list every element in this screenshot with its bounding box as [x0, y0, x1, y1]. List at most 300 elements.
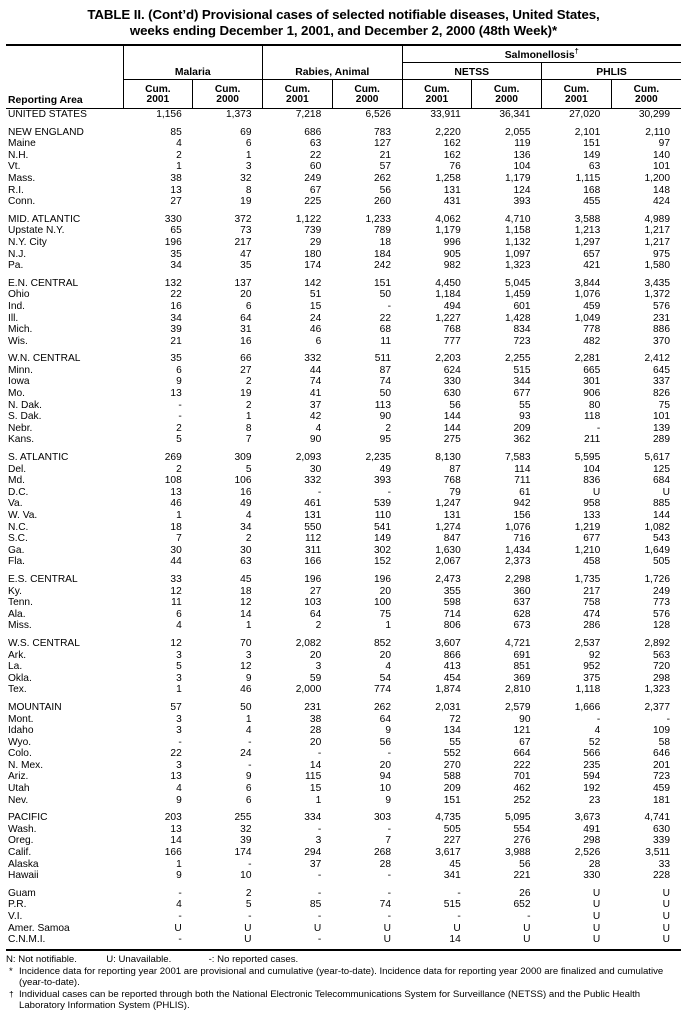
row-value-cell: 110 [374, 510, 391, 521]
row-value-cell: 1 [245, 411, 252, 423]
row-value-cell: U [313, 922, 322, 934]
table-row [6, 609, 681, 621]
header-netss-cum-2001 [402, 80, 472, 109]
row-value-cell: 1 [176, 684, 182, 696]
year-label: 2000 [355, 94, 379, 106]
footnote-asterisk-text: Incidence data for reporting year 2001 are provisional and cumulative (year-to-date). Incidence data for reporting year 2000 are finalized and cumulative (year-to-date). [19, 965, 664, 989]
row-value-cell: 55 [519, 399, 531, 411]
row-value-cell: 260 [374, 196, 391, 208]
row-value-cell: 7 [385, 835, 391, 847]
row-value-cell: 15 [309, 783, 322, 795]
row-value-cell: - [457, 887, 461, 899]
row-value-cell: 1,323 [644, 684, 670, 696]
header-reporting-area: Reporting Area [8, 95, 83, 106]
row-value-cell: 4 [176, 620, 182, 632]
table-row [6, 173, 681, 185]
row-value-cell: 665 [583, 364, 601, 376]
row-value-cell: 645 [653, 364, 670, 376]
row-value-cell: 3 [176, 725, 182, 737]
row-value-cell: 298 [653, 672, 670, 684]
row-value-cell: 2 [385, 422, 391, 434]
row-value-cell: 58 [658, 736, 670, 748]
row-area-label: Tenn. [8, 597, 33, 609]
row-value-cell: 33 [658, 858, 670, 870]
row-value-cell: 22 [309, 149, 322, 161]
row-value-cell: 227 [443, 835, 461, 847]
row-value-cell: 67 [519, 736, 531, 748]
table-row [6, 684, 681, 696]
row-value-cell: 286 [583, 620, 601, 632]
row-value-cell: - [317, 911, 322, 922]
row-value-cell: 15 [309, 300, 322, 312]
row-area-label: Ind. [8, 300, 25, 312]
row-value-cell: 975 [653, 248, 670, 260]
row-value-cell: 1,213 [574, 225, 601, 237]
row-value-cell: 768 [443, 475, 461, 487]
row-area-label: Miss. [8, 620, 32, 632]
row-value-cell: 148 [653, 184, 670, 196]
row-value-cell: 35 [240, 260, 252, 272]
table-row [6, 150, 681, 162]
row-value-cell: 28 [588, 858, 601, 870]
row-value-cell: 4 [315, 422, 322, 434]
row-value-cell: 49 [379, 463, 391, 475]
row-value-cell: 45 [449, 858, 461, 870]
row-value-cell: 4 [385, 661, 391, 673]
row-value-cell: 588 [443, 771, 461, 783]
row-value-cell: 156 [513, 510, 531, 521]
row-value-cell: 20 [379, 585, 391, 597]
cum-label: Cum. [633, 83, 660, 95]
row-value-cell: - [596, 713, 601, 725]
row-area-label: La. [8, 661, 23, 673]
table-row [6, 353, 681, 365]
table-row [6, 510, 681, 522]
row-value-cell: 269 [164, 452, 182, 464]
row-area-label: NEW ENGLAND [8, 126, 84, 138]
table-row [6, 388, 681, 400]
row-value-cell: 7 [176, 533, 182, 545]
row-value-cell: 70 [240, 637, 252, 649]
row-value-cell: 1 [245, 149, 252, 161]
row-value-cell: 61 [519, 486, 531, 498]
row-value-cell: 3 [176, 759, 182, 771]
table-bottom-rule [6, 949, 681, 951]
row-area-label: W.S. CENTRAL [8, 637, 80, 649]
table-row [6, 225, 681, 237]
row-value-cell: - [248, 736, 252, 748]
row-value-cell: U [453, 922, 461, 934]
row-value-cell: 63 [588, 161, 601, 173]
row-value-cell: U [523, 922, 531, 934]
row-value-cell: 5,617 [644, 452, 670, 464]
row-value-cell: 330 [164, 213, 182, 225]
table-row [6, 533, 681, 545]
row-value-cell: 2,377 [644, 701, 670, 713]
table-row [6, 109, 681, 121]
row-value-cell: 4,062 [435, 213, 461, 225]
table-row [6, 812, 681, 824]
row-value-cell: 691 [513, 649, 531, 661]
row-value-cell: 7,218 [295, 109, 322, 120]
table-row [6, 138, 681, 150]
row-value-cell: 34 [170, 260, 182, 272]
table-row [6, 365, 681, 377]
row-value-cell: 22 [170, 289, 182, 301]
row-value-cell: 27 [170, 196, 182, 208]
row-value-cell: 1,580 [644, 260, 670, 272]
row-value-cell: 16 [240, 486, 252, 498]
row-value-cell: 65 [170, 225, 182, 237]
row-value-cell: U [244, 934, 252, 946]
row-value-cell: 459 [653, 783, 670, 795]
row-value-cell: 6 [315, 335, 322, 347]
row-value-cell: 1 [176, 510, 182, 521]
row-value-cell: 14 [240, 608, 252, 620]
row-value-cell: 184 [374, 248, 391, 260]
row-value-cell: 5 [245, 899, 252, 911]
table-row [6, 899, 681, 911]
row-value-cell: 2,892 [644, 637, 670, 649]
row-value-cell: 344 [513, 376, 531, 388]
header-phlis-cum-2000 [611, 80, 681, 109]
row-value-cell: 1,184 [435, 289, 461, 301]
row-area-label: Ark. [8, 649, 27, 661]
row-value-cell: 90 [309, 434, 322, 446]
row-value-cell: 18 [170, 521, 182, 533]
row-value-cell: 5,095 [505, 812, 531, 824]
row-area-label: Md. [8, 475, 25, 487]
row-value-cell: 2,298 [505, 573, 531, 585]
row-value-cell: 459 [583, 300, 601, 312]
row-value-cell: 1,132 [505, 236, 531, 248]
row-value-cell: 1,666 [574, 701, 601, 713]
table-row [6, 196, 681, 208]
row-value-cell: 32 [240, 823, 252, 835]
row-value-cell: U [592, 911, 601, 922]
row-value-cell: 624 [443, 364, 461, 376]
row-area-label: Fla. [8, 556, 25, 568]
row-value-cell: 32 [240, 172, 252, 184]
row-value-cell: 1,122 [295, 213, 322, 225]
row-value-cell: U [592, 934, 601, 946]
row-value-cell: 1 [176, 161, 182, 173]
row-value-cell: 982 [443, 260, 461, 272]
row-value-cell: 13 [170, 184, 182, 196]
row-value-cell: 550 [304, 521, 322, 533]
header-rabies-cum-2001 [263, 80, 333, 109]
row-value-cell: U [383, 934, 391, 946]
row-value-cell: 3 [245, 161, 252, 173]
row-value-cell: 341 [443, 870, 461, 882]
row-value-cell: 1,459 [505, 289, 531, 301]
row-value-cell: 2 [245, 399, 252, 411]
row-value-cell: 142 [304, 277, 322, 289]
row-value-cell: 34 [240, 521, 252, 533]
row-value-cell: 563 [653, 649, 670, 661]
row-value-cell: 56 [379, 184, 391, 196]
row-value-cell: 2 [245, 376, 252, 388]
table-row [6, 214, 681, 226]
row-value-cell: 723 [653, 771, 670, 783]
row-value-cell: - [178, 399, 182, 411]
footnote-asterisk [6, 966, 681, 989]
row-area-label: Tex. [8, 684, 27, 696]
row-value-cell: 64 [379, 713, 391, 725]
row-value-cell: 201 [653, 759, 670, 771]
row-value-cell: 217 [234, 236, 252, 248]
row-value-cell: 5 [176, 661, 182, 673]
row-value-cell: 6 [245, 300, 252, 312]
row-value-cell: 3,673 [574, 812, 601, 824]
row-value-cell: 33 [170, 573, 182, 585]
row-value-cell: 598 [443, 597, 461, 609]
row-value-cell: 1,233 [365, 213, 391, 225]
row-value-cell: - [387, 823, 391, 835]
year-label: 2001 [286, 94, 309, 106]
table-row [6, 301, 681, 313]
row-value-cell: 16 [170, 300, 182, 312]
row-value-cell: 262 [374, 172, 391, 184]
table-row [6, 748, 681, 760]
row-value-cell: 30,299 [638, 109, 670, 120]
row-value-cell: 14 [449, 934, 461, 946]
table-row [6, 835, 681, 847]
table-row [6, 824, 681, 836]
row-value-cell: 57 [379, 161, 391, 173]
row-value-cell: 851 [513, 661, 531, 673]
row-value-cell: 112 [305, 533, 322, 545]
table-row [6, 545, 681, 557]
row-value-cell: 90 [519, 713, 531, 725]
table-row [6, 574, 681, 586]
row-value-cell: 18 [240, 585, 252, 597]
row-value-cell: 3,435 [644, 277, 670, 289]
table-row [6, 870, 681, 882]
table-row [6, 859, 681, 871]
table-row [6, 771, 681, 783]
row-value-cell: 46 [309, 324, 322, 336]
row-value-cell: 1,372 [644, 289, 670, 301]
row-value-cell: - [387, 911, 391, 922]
table-row [6, 260, 681, 272]
header-group-salmonellosis [402, 46, 681, 63]
row-value-cell: 92 [588, 649, 601, 661]
row-area-label: Pa. [8, 260, 24, 272]
row-area-label: N. Mex. [8, 759, 44, 771]
row-value-cell: 393 [513, 196, 531, 208]
row-value-cell: 2,537 [574, 637, 601, 649]
row-area-label: Iowa [8, 376, 30, 388]
row-value-cell: 360 [513, 585, 531, 597]
row-value-cell: 4,450 [435, 277, 461, 289]
row-value-cell: 3 [176, 713, 182, 725]
row-value-cell: 109 [653, 725, 670, 737]
row-value-cell: 2,235 [365, 452, 391, 464]
row-value-cell: 69 [240, 126, 252, 138]
row-area-label: N.H. [8, 149, 29, 161]
row-value-cell: 720 [653, 661, 670, 673]
row-value-cell: 101 [653, 411, 670, 423]
row-value-cell: 826 [653, 388, 670, 400]
row-value-cell: 23 [588, 794, 601, 806]
row-value-cell: 866 [443, 649, 461, 661]
row-value-cell: 20 [379, 649, 391, 661]
row-area-label: D.C. [8, 486, 29, 498]
row-value-cell: 505 [653, 556, 670, 568]
row-area-label: Hawaii [8, 870, 39, 882]
row-value-cell: 38 [309, 713, 322, 725]
row-value-cell: 2 [245, 887, 252, 899]
row-value-cell: 543 [653, 533, 670, 545]
row-area-label: Oreg. [8, 835, 34, 847]
row-value-cell: 594 [583, 771, 601, 783]
row-area-label: W.N. CENTRAL [8, 353, 81, 365]
row-value-cell: 601 [513, 300, 531, 312]
row-value-cell: 217 [583, 585, 601, 597]
row-value-cell: 166 [304, 556, 322, 568]
row-value-cell: 7,583 [505, 452, 531, 464]
row-value-cell: 121 [513, 725, 531, 737]
row-value-cell: - [248, 911, 252, 922]
row-value-cell: 6 [176, 608, 182, 620]
row-area-label: Kans. [8, 434, 35, 446]
row-value-cell: 1 [245, 620, 252, 632]
row-value-cell: 806 [443, 620, 461, 632]
row-area-label: Okla. [8, 672, 32, 684]
row-value-cell: - [178, 934, 182, 946]
row-area-label: Upstate N.Y. [8, 225, 65, 237]
row-value-cell: 1,428 [505, 312, 531, 324]
header-rabies-cum-2000 [332, 80, 402, 109]
row-value-cell: 711 [514, 475, 531, 487]
row-value-cell: 4 [176, 138, 182, 150]
row-value-cell: 302 [374, 544, 391, 556]
year-label: 2000 [635, 94, 658, 106]
row-value-cell: 27,020 [569, 109, 601, 120]
row-value-cell: 97 [658, 138, 670, 150]
row-value-cell: 108 [164, 475, 182, 487]
table-row [6, 673, 681, 685]
row-value-cell: 128 [653, 620, 670, 632]
row-value-cell: 60 [309, 161, 322, 173]
table-row [6, 434, 681, 446]
row-value-cell: 3 [176, 672, 182, 684]
row-value-cell: 4 [245, 725, 252, 737]
row-value-cell: 454 [443, 672, 461, 684]
row-value-cell: 9 [176, 870, 182, 882]
row-value-cell: 332 [304, 353, 322, 365]
row-value-cell: U [523, 934, 531, 946]
row-value-cell: 13 [170, 486, 182, 498]
row-value-cell: 2,067 [435, 556, 461, 568]
table-row [6, 498, 681, 510]
row-value-cell: 758 [583, 597, 601, 609]
row-value-cell: 166 [164, 847, 182, 859]
row-area-label: Mont. [8, 713, 34, 725]
row-value-cell: 462 [513, 783, 531, 795]
row-value-cell: 20 [309, 736, 322, 748]
cum-label: Cum. [424, 83, 450, 95]
row-value-cell: 33,911 [430, 109, 461, 120]
row-area-label: Va. [8, 498, 23, 510]
row-area-label: PACIFIC [8, 812, 48, 824]
table-row [6, 278, 681, 290]
row-value-cell: 8 [245, 422, 252, 434]
row-value-cell: 20 [240, 289, 252, 301]
row-value-cell: 393 [374, 475, 391, 487]
row-value-cell: 76 [449, 161, 461, 173]
row-value-cell: 85 [170, 126, 182, 138]
row-value-cell: 886 [653, 324, 670, 336]
row-value-cell: 2,055 [505, 126, 531, 138]
row-area-label: C.N.M.I. [8, 934, 46, 946]
header-group-malaria: Malaria [123, 63, 263, 80]
row-value-cell: 2,000 [295, 684, 322, 696]
row-value-cell: 657 [583, 248, 601, 260]
row-value-cell: 68 [379, 324, 391, 336]
row-value-cell: U [662, 486, 670, 498]
row-value-cell: 64 [240, 312, 252, 324]
row-value-cell: 113 [374, 399, 391, 411]
footnote-dagger [6, 989, 681, 1012]
row-value-cell: U [174, 922, 182, 934]
row-value-cell: 49 [240, 498, 252, 510]
row-value-cell: - [178, 887, 182, 899]
row-value-cell: 4 [176, 899, 182, 911]
row-value-cell: 139 [653, 422, 670, 434]
row-value-cell: - [317, 934, 322, 946]
table-row [6, 161, 681, 173]
row-area-label: Colo. [8, 748, 32, 760]
row-value-cell: 131 [443, 184, 461, 196]
row-area-label: V.I. [8, 911, 23, 922]
table-row [6, 400, 681, 412]
table-row [6, 185, 681, 197]
row-value-cell: - [387, 486, 391, 498]
table-row [6, 336, 681, 348]
row-value-cell: 768 [443, 324, 461, 336]
row-value-cell: 4 [594, 725, 601, 737]
table-row [6, 650, 681, 662]
row-value-cell: U [244, 922, 252, 934]
row-value-cell: 35 [170, 353, 182, 365]
header-blank-rabies [263, 46, 403, 63]
row-value-cell: 9 [385, 794, 391, 806]
row-value-cell: 996 [443, 236, 461, 248]
row-value-cell: - [387, 300, 391, 312]
row-value-cell: 3 [245, 649, 252, 661]
row-value-cell: 75 [379, 608, 391, 620]
row-value-cell: U [662, 934, 670, 946]
row-value-cell: - [666, 713, 670, 725]
row-value-cell: - [317, 748, 322, 760]
row-value-cell: 774 [374, 684, 391, 696]
row-area-label: Calif. [8, 847, 32, 859]
row-value-cell: 491 [583, 823, 601, 835]
row-value-cell: - [596, 422, 601, 434]
row-value-cell: 46 [240, 684, 252, 696]
row-value-cell: 1 [315, 794, 322, 806]
row-value-cell: 684 [653, 475, 670, 487]
row-value-cell: 4,721 [505, 637, 531, 649]
row-value-cell: 3,607 [435, 637, 461, 649]
row-value-cell: 242 [374, 260, 391, 272]
row-value-cell: 332 [304, 475, 322, 487]
row-value-cell: 93 [519, 411, 531, 423]
row-value-cell: 355 [443, 585, 461, 597]
row-value-cell: 3,988 [505, 847, 531, 859]
